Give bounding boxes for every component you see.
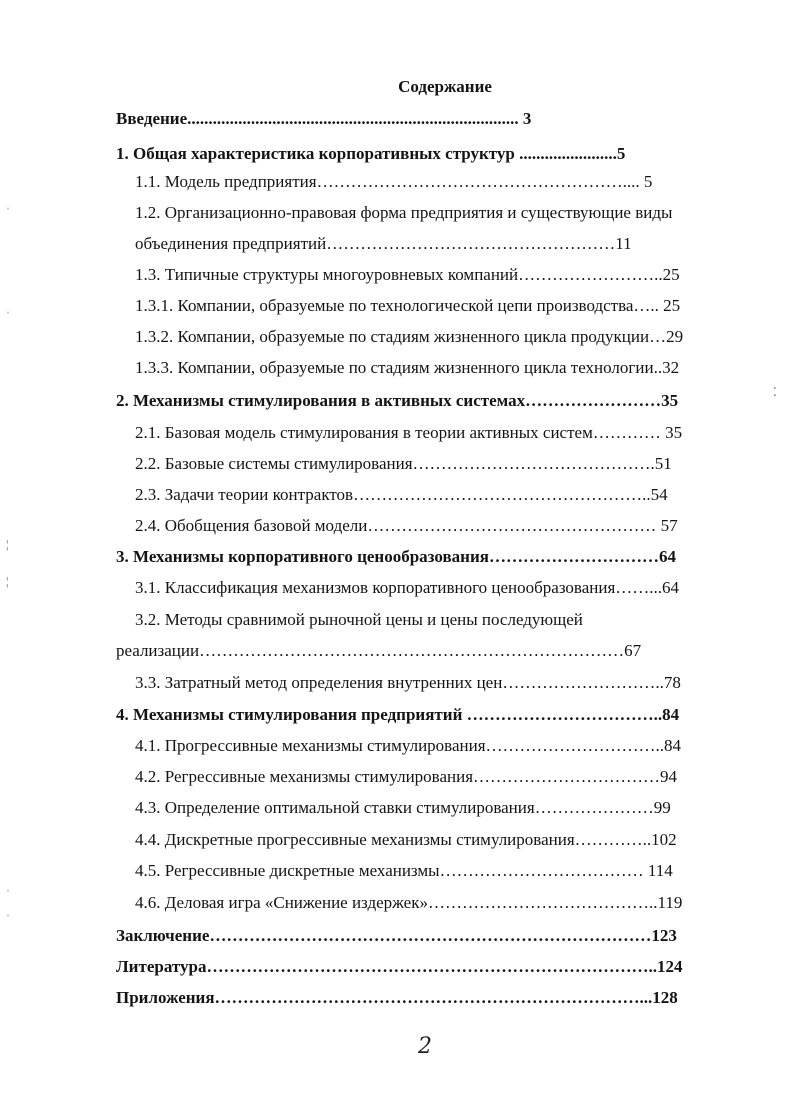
toc-entry: 4.4. Дискретные прогрессивные механизмы стимулирования…………..102 [135, 830, 677, 849]
toc-entry: Заключение……………………………………………………………………123 [116, 926, 677, 945]
toc-entry: 1.3.1. Компании, образуемые по технологической цепи производства….. 25 [135, 296, 681, 315]
toc-entry: 3. Механизмы корпоративного ценообразования…………………………64 [116, 547, 676, 566]
toc-entry: объединения предприятий……………………………………………11 [135, 234, 632, 253]
toc-entry: 1. Общая характеристика корпоративных структур .......................5 [116, 144, 626, 163]
scan-speck: ¦ [6, 574, 9, 588]
toc-entry: 3.3. Затратный метод определения внутренних цен………………………..78 [135, 673, 681, 692]
scan-speck: ˌ [6, 300, 10, 314]
toc-entry: 4.3. Определение оптимальной ставки стимулирования…………………99 [135, 798, 671, 817]
scan-speck: ˌ [6, 878, 10, 892]
toc-entry: Приложения…………………………………………………………………...128 [116, 988, 678, 1007]
page-number: 2 [418, 1034, 432, 1059]
toc-entry: 4.5. Регрессивные дискретные механизмы……………………………… 114 [135, 861, 673, 880]
toc-entry: Введение.............................................................................. 3 [116, 109, 532, 128]
toc-entry: 1.2. Организационно-правовая форма предприятия и существующие виды [135, 203, 673, 222]
scan-speck: ˌ [6, 903, 10, 917]
toc-entry: 1.1. Модель предприятия……………………………………………….... 5 [135, 172, 653, 191]
toc-entry: 4.2. Регрессивные механизмы стимулирования……………………………94 [135, 767, 678, 786]
scan-speck: ⁚ [773, 385, 777, 399]
toc-entry: 2. Механизмы стимулирования в активных системах……………………35 [116, 391, 679, 410]
toc-entry: реализации…………………………………………………………………67 [116, 641, 642, 660]
toc-entry: 2.4. Обобщения базовой модели…………………………………………… 57 [135, 516, 678, 535]
toc-entry: 3.2. Методы сравнимой рыночной цены и цены последующей [135, 610, 583, 629]
toc-entry: 2.3. Задачи теории контрактов……………………………………………..54 [135, 485, 668, 504]
toc-entry: 1.3.2. Компании, образуемые по стадиям жизненного цикла продукции…29 [135, 327, 684, 346]
toc-entry: 4.6. Деловая игра «Снижение издержек»…………………………………..119 [135, 893, 683, 912]
page-title: Содержание [398, 77, 492, 96]
scan-speck: ˌ [6, 196, 10, 210]
toc-entry: 4. Механизмы стимулирования предприятий ……………………………..84 [116, 705, 680, 724]
scan-speck: ¦ [6, 537, 9, 551]
toc-entry: 2.2. Базовые системы стимулирования…………………………………….51 [135, 454, 672, 473]
toc-entry: 3.1. Классификация механизмов корпоративного ценообразования……...64 [135, 578, 680, 597]
toc-entry: 2.1. Базовая модель стимулирования в теории активных систем………… 35 [135, 423, 683, 442]
toc-entry: Литература……………………………………………………………………..124 [116, 957, 683, 976]
toc-entry: 1.3.3. Компании, образуемые по стадиям жизненного цикла технологии..32 [135, 358, 680, 377]
toc-entry: 1.3. Типичные структуры многоуровневых компаний……………………..25 [135, 265, 680, 284]
toc-entry: 4.1. Прогрессивные механизмы стимулирования…………………………..84 [135, 736, 682, 755]
